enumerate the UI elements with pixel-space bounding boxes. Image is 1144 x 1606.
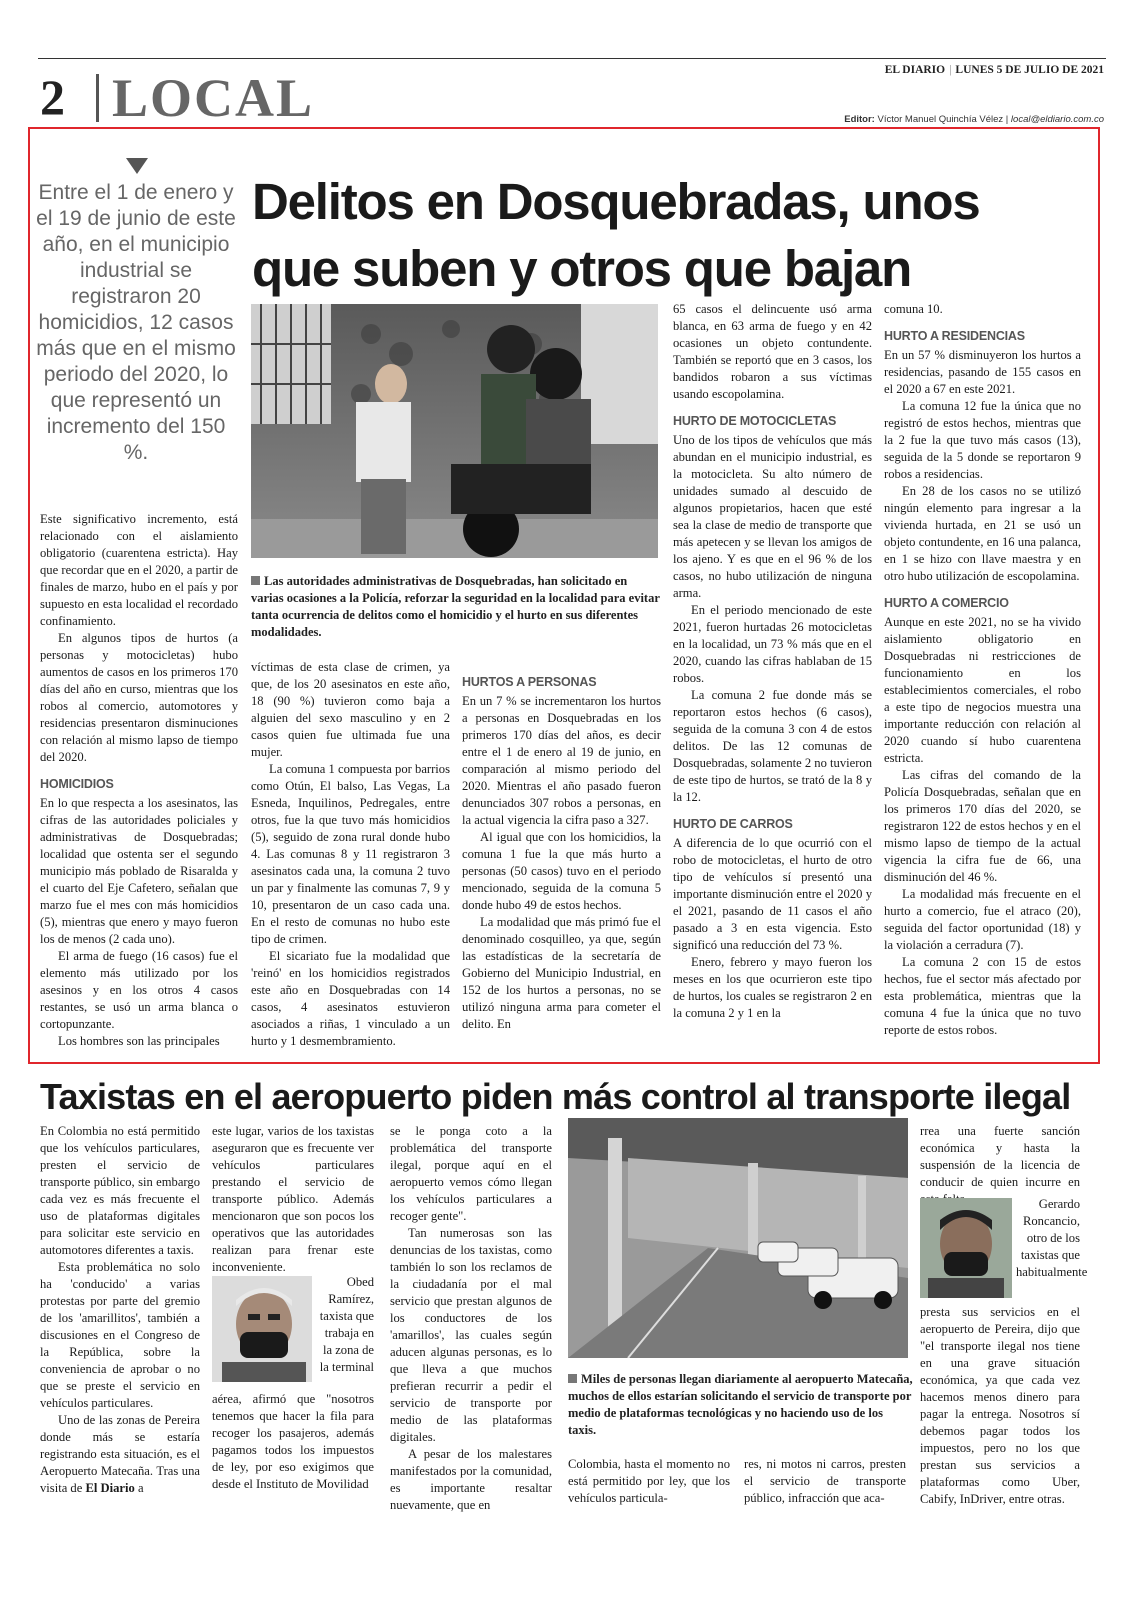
caption-square-icon [251, 576, 260, 585]
editor-name: Víctor Manuel Quinchía Vélez [877, 114, 1004, 125]
page-number: 2 [40, 69, 65, 125]
paragraph-end: a [137, 1481, 144, 1495]
paragraph: La comuna 2 fue donde más se reportaron estos hechos (6 casos), seguida de la comuna 3 con 4 de estos delitos. De las 12 comunas de Dosquebradas, solamente 2 no tuvieron de este tipo de hurtos, se trató de la 8 y la 12. [673, 688, 873, 804]
story-headline [252, 168, 1102, 302]
story1-column-3 [462, 674, 661, 1033]
story-photo-airport-taxis [568, 1118, 908, 1358]
paragraph: Aunque en este 2021, no se ha vivido aislamiento obligatorio en Dosquebradas ni restricciones de funcionamiento en los establecimientos comerciales, el robo a este tipo de negocios muestra una importante reducción con relación al 2020 cuando sí hubo cuarentena estricta. [884, 615, 1081, 765]
paragraph: A diferencia de lo que ocurrió con el robo de motocicletas, el hurto de otro tipo de vehículos sí presentó una importante disminución entre el 2020 y el 2021, pasando de 11 casos el año pasado a 3 en esta vigencia. Esto significó una reducción del 73 %. [673, 836, 872, 952]
section-title: LOCAL [112, 68, 315, 128]
story2-column-6-wrap [1016, 1196, 1088, 1281]
paragraph: La modalidad que más primó fue el denominado cosquilleo, ya que, según las estadísticas de la secretaría de Gobierno del Municipio Industrial, en 152 de los hurtos a personas, no se utilizó ninguna arma para cometer el delito. En [462, 915, 661, 1031]
paragraph: La comuna 2 con 15 de estos hechos, fue el sector más afectado por esta problemática, mientras que la comuna 4 fue la única que no tuvo reporte de estos robos. [884, 955, 1081, 1037]
paragraph: Enero, febrero y mayo fueron los meses en los que ocurrieron este tipo de hurtos, los cuales se registraron 2 en la comuna 2 y 1 en la [673, 955, 872, 1020]
editor-email[interactable]: local@eldiario.com.co [1010, 114, 1104, 125]
top-rule [38, 58, 1106, 59]
paragraph: Tan numerosas son las denuncias de los taxistas, como también lo son los reclamos de la ciudadanía por el mal servicio que prestan algunos de los conductores de los 'amarillos', las cuales según aducen algunas personas, es lo que lleva a que muchos prefieran recurrir a pedir el servicio de transporte por medio de las plataformas digitales. [390, 1226, 552, 1444]
paragraph: aérea, afirmó que "nosotros tenemos que hacer la fila para recoger los pasajeros, además pagamos todos los impuestos de ley, por eso exigimos que desde el Instituto de Movilidad [212, 1392, 374, 1491]
paragraph: El arma de fuego (16 casos) fue el elemento más utilizado por los asesinos y en los otros 4 casos restantes, se usó un arma blanca o cortopunzante. [40, 949, 238, 1031]
story2-column-2-wrap [318, 1274, 374, 1376]
paper-name: EL DIARIO [884, 64, 946, 76]
paragraph: Obed Ramírez, taxista que trabaja en la zona de la terminal [319, 1275, 374, 1374]
subheading-hurtos-personas: HURTOS A PERSONAS [462, 675, 597, 689]
paragraph: Las cifras del comando de la Policía Dosquebradas, señalan que en los primeros 170 días del 2020, se registraron 122 de estos hechos y en el mismo lapso de tiempo de la actual vigencia la cifra fue de 66, una disminución del 46 %. [884, 768, 1081, 884]
photo-caption [251, 573, 661, 641]
issue-date: LUNES 5 DE JULIO DE 2021 [955, 64, 1104, 76]
portrait-obed-ramirez [212, 1276, 312, 1382]
paragraph: En algunos tipos de hurtos (a personas y motocicletas) hubo aumentos de casos en los primeros 170 días del año en curso, mientras que los robos al comercio, automotores y residencias presentaron disminuciones con relación al mismo lapso de tiempo del 2020. [40, 631, 238, 764]
story2-column-1 [40, 1123, 200, 1497]
subheading-homicidios: HOMICIDIOS [40, 777, 114, 791]
story1-column-2 [251, 659, 450, 1050]
caption-text: Las autoridades administrativas de Dosquebradas, han solicitado en varias ocasiones a la Policía, reforzar la seguridad en la localidad para evitar tanta ocurrencia de delitos como el homicidio y el hurto en sus diferentes modalidades. [251, 574, 660, 639]
paragraph: Este significativo incremento, está relacionado con el aislamiento obligatorio (cuarentena estricta). Hay que recordar que en el 2020, a partir de finales de marzo, hubo en el país y por supuesto en esta localidad el recordado confinamiento. [40, 512, 238, 628]
paragraph: Colombia, hasta el momento no está permitido por ley, que los vehículos particula- [568, 1457, 730, 1505]
paragraph: La modalidad más frecuente en el hurto a comercio, fue el atraco (20), seguida del factor oportunidad (18) y la violación a cerradura (7). [884, 887, 1081, 952]
subheading-hurto-comercio: HURTO A COMERCIO [884, 596, 1009, 610]
masthead: EL DIARIO | LUNES 5 DE JULIO DE 2021 [884, 64, 1104, 76]
paper-name-inline: El Diario [85, 1481, 135, 1495]
down-triangle-icon [126, 158, 148, 174]
headline-line-2: que suben y otros que bajan [252, 240, 912, 297]
story2-column-4 [568, 1456, 730, 1507]
paragraph: El sicariato fue la modalidad que 'reinó' en los homicidios registrados este año en Dosquebradas con 14 casos, 4 asesinatos estuvieron asociados a riñas, 1 vinculado a un hurto y 1 desmembramiento. [251, 949, 450, 1048]
paragraph: res, ni motos ni carros, presten el servicio de transporte público, infracción que aca- [744, 1457, 906, 1505]
story1-column-5 [884, 301, 1081, 1039]
story1-column-4 [673, 301, 872, 1022]
paragraph: 65 casos el delincuente usó arma blanca, en 63 arma de fuego y en 42 ocasiones un objeto contundente. También se reportó que en 3 casos, los bandidos robaron a sus víctimas usando escopolamina. [673, 302, 872, 401]
editor-credit: Editor: Víctor Manuel Quinchía Vélez | local@eldiario.com.co [844, 114, 1104, 125]
paragraph: En 28 de los casos no se utilizó ningún elemento para ingresar a la vivienda hurtada, en 21 se usó un objeto contundente, en 16 una palanca, en 1 se hizo con llave maestra y en otro hubo utilización de escopolamina. [884, 484, 1081, 583]
paragraph: En un 57 % disminuyeron los hurtos a residencias, pasando de 155 casos en el 2020 a 67 en este 2021. [884, 348, 1081, 396]
editor-label: Editor: [844, 114, 875, 125]
paragraph: Al igual que con los homicidios, la comuna 1 fue la que más hurto a personas (50 casos) tuvo en el periodo mencionado, seguida de la comuna 5 donde hubo 49 de estos hechos. [462, 830, 661, 912]
paragraph: En un 7 % se incrementaron los hurtos a personas en Dosquebradas en los primeros 170 días del años, es decir entre el 1 de enero al 19 de junio, en comparación al mismo periodo del 2020. Mientras el año pasado fueron denunciados 307 robos a personas, en la actual vigencia la cifra paso a 327. [462, 694, 661, 827]
story2-column-5 [744, 1456, 906, 1507]
paragraph: presta sus servicios en el aeropuerto de Pereira, dijo que "el transporte ilegal nos tiene en una grave situación económica, ya que cada vez hacemos menos dinero para pagar la entrega. Nosotros sí debemos pagar todos los impuestos, pero no los que prestan sus servicios a plataformas como Uber, Cabify, InDriver, entre otras. [920, 1305, 1080, 1506]
subheading-hurto-motocicletas: HURTO DE MOTOCICLETAS [673, 414, 837, 428]
paragraph: Uno de las zonas de Pereira donde más se estaría registrando esta situación, es el Aeropuerto Matecaña. Tras una visita de [40, 1413, 200, 1495]
paragraph: En Colombia no está permitido que los vehículos particulares, presten el servicio de transporte público, sin embargo cada vez es más frecuente el uso de plataformas digitales para solicitar este servicio en automotores diferentes a taxis. [40, 1124, 200, 1257]
story2-column-6-lower [920, 1304, 1080, 1508]
portrait-gerardo-roncancio [920, 1198, 1012, 1298]
headline-line-1: Delitos en Dosquebradas, unos [252, 173, 980, 230]
story-lede: Entre el 1 de enero y el 19 de junio de este año, en el municipio industrial se registraron 20 homicidios, 12 casos más que en el mismo periodo del 2020, lo que representó un incremento del 150 %. [36, 181, 236, 464]
paragraph: En lo que respecta a los asesinatos, las cifras de las autoridades policiales y administrativas de Dosquebradas; localidad que ostenta ser el segundo municipio más poblado de Risaralda y el cuarto del Eje Cafetero, señalan que marzo fue el mes con más homicidios (5), mientras que enero y mayo fueron los de menos (2 cada uno). [40, 796, 238, 946]
paragraph: La comuna 12 fue la única que no registró de estos hechos, mientras que la 2 fue la que tuvo más casos (13), seguida de la 5 donde se reportaron 9 robos a residencias. [884, 399, 1081, 481]
section-divider [96, 74, 99, 122]
paragraph: En el periodo mencionado de este 2021, fueron hurtadas 26 motocicletas en la localidad, un 73 % más que en el 2020, cuando las cifras hablaban de 15 robos. [673, 603, 872, 685]
paragraph: víctimas de esta clase de crimen, ya que, de los 20 asesinatos en este año, 18 (90 %) tuvieron como baja a alguien del sexo masculino y en 2 casos quien fue ultimada fue una mujer. [251, 660, 450, 759]
story2-column-2-lower [212, 1391, 374, 1493]
paragraph: Uno de los tipos de vehículos que más abundan en el municipio industrial, es la motocicleta. Su alto número de unidades sumado al descuido de algunos propietarios, hacen que esté sea la clase de medio de transporte que más apetecen y se llevan los amigos de los ajeno. Y es que en el 96 % de los casos, no hubo utilización de ninguna arma. [673, 433, 872, 600]
paragraph: se le ponga coto a la problemática del transporte ilegal, porque aquí en el aeropuerto vemos cómo llegan los vehículos particulares a recoger gente". [390, 1124, 552, 1223]
caption-text: Miles de personas llegan diariamente al aeropuerto Matecaña, muchos de ellos estarían solicitando el servicio de transporte por medio de plataformas tecnológicas y no haciendo uso de los taxis. [568, 1372, 913, 1437]
paragraph: A pesar de los malestares manifestados por la comunidad, es importante resaltar nuevamente, que en [390, 1447, 552, 1512]
story2-column-2 [212, 1123, 374, 1276]
story1-column-1 [40, 511, 238, 1050]
paragraph: Los hombres son las principales [58, 1034, 220, 1048]
paragraph: comuna 10. [884, 302, 943, 316]
caption-square-icon [568, 1374, 577, 1383]
paragraph: La comuna 1 compuesta por barrios como Otún, El balso, Las Vegas, La Esneda, Inquilinos, Pedregales, entre otros, fue la que tuvo más homicidios (5), seguido de zona rural donde hubo 4. Las comunas 8 y 11 registraron 3 asesinatos cada una, la comuna 2 tuvo un par y finalmente las comunas 7, 9 y 10, presentaron de un caso cada una. En el resto de comunas no hubo este tipo de crimen. [251, 762, 450, 946]
paragraph: este lugar, varios de los taxistas aseguraron que es frecuente ver vehículos particulares prestando el servicio de transporte público. Además mencionaron que son pocos los operativos que las autoridades realizan para frenar este inconveniente. [212, 1124, 374, 1274]
story-photo-motorcycle [251, 304, 658, 558]
paragraph: Esta problemática no solo ha 'conducido' a varias protestas por parte del gremio de los 'amarillitos', también a discusiones en el Congreso de la República, sobre la conveniencia de aprobar o no que se preste el servicio en vehículos particulares. [40, 1260, 200, 1410]
story2-photo-caption [568, 1371, 913, 1439]
paragraph: Gerardo Roncancio, otro de los taxistas que habitualmente [1016, 1197, 1088, 1279]
subheading-hurto-residencias: HURTO A RESIDENCIAS [884, 329, 1025, 343]
story2-column-3 [390, 1123, 552, 1514]
paragraph: rrea una fuerte sanción económica y hasta la suspensión de la licencia de conducir de quien incurre en [920, 1124, 1080, 1189]
story2-headline: Taxistas en el aeropuerto piden más control al transporte ilegal [40, 1076, 1071, 1117]
subheading-hurto-carros: HURTO DE CARROS [673, 817, 793, 831]
